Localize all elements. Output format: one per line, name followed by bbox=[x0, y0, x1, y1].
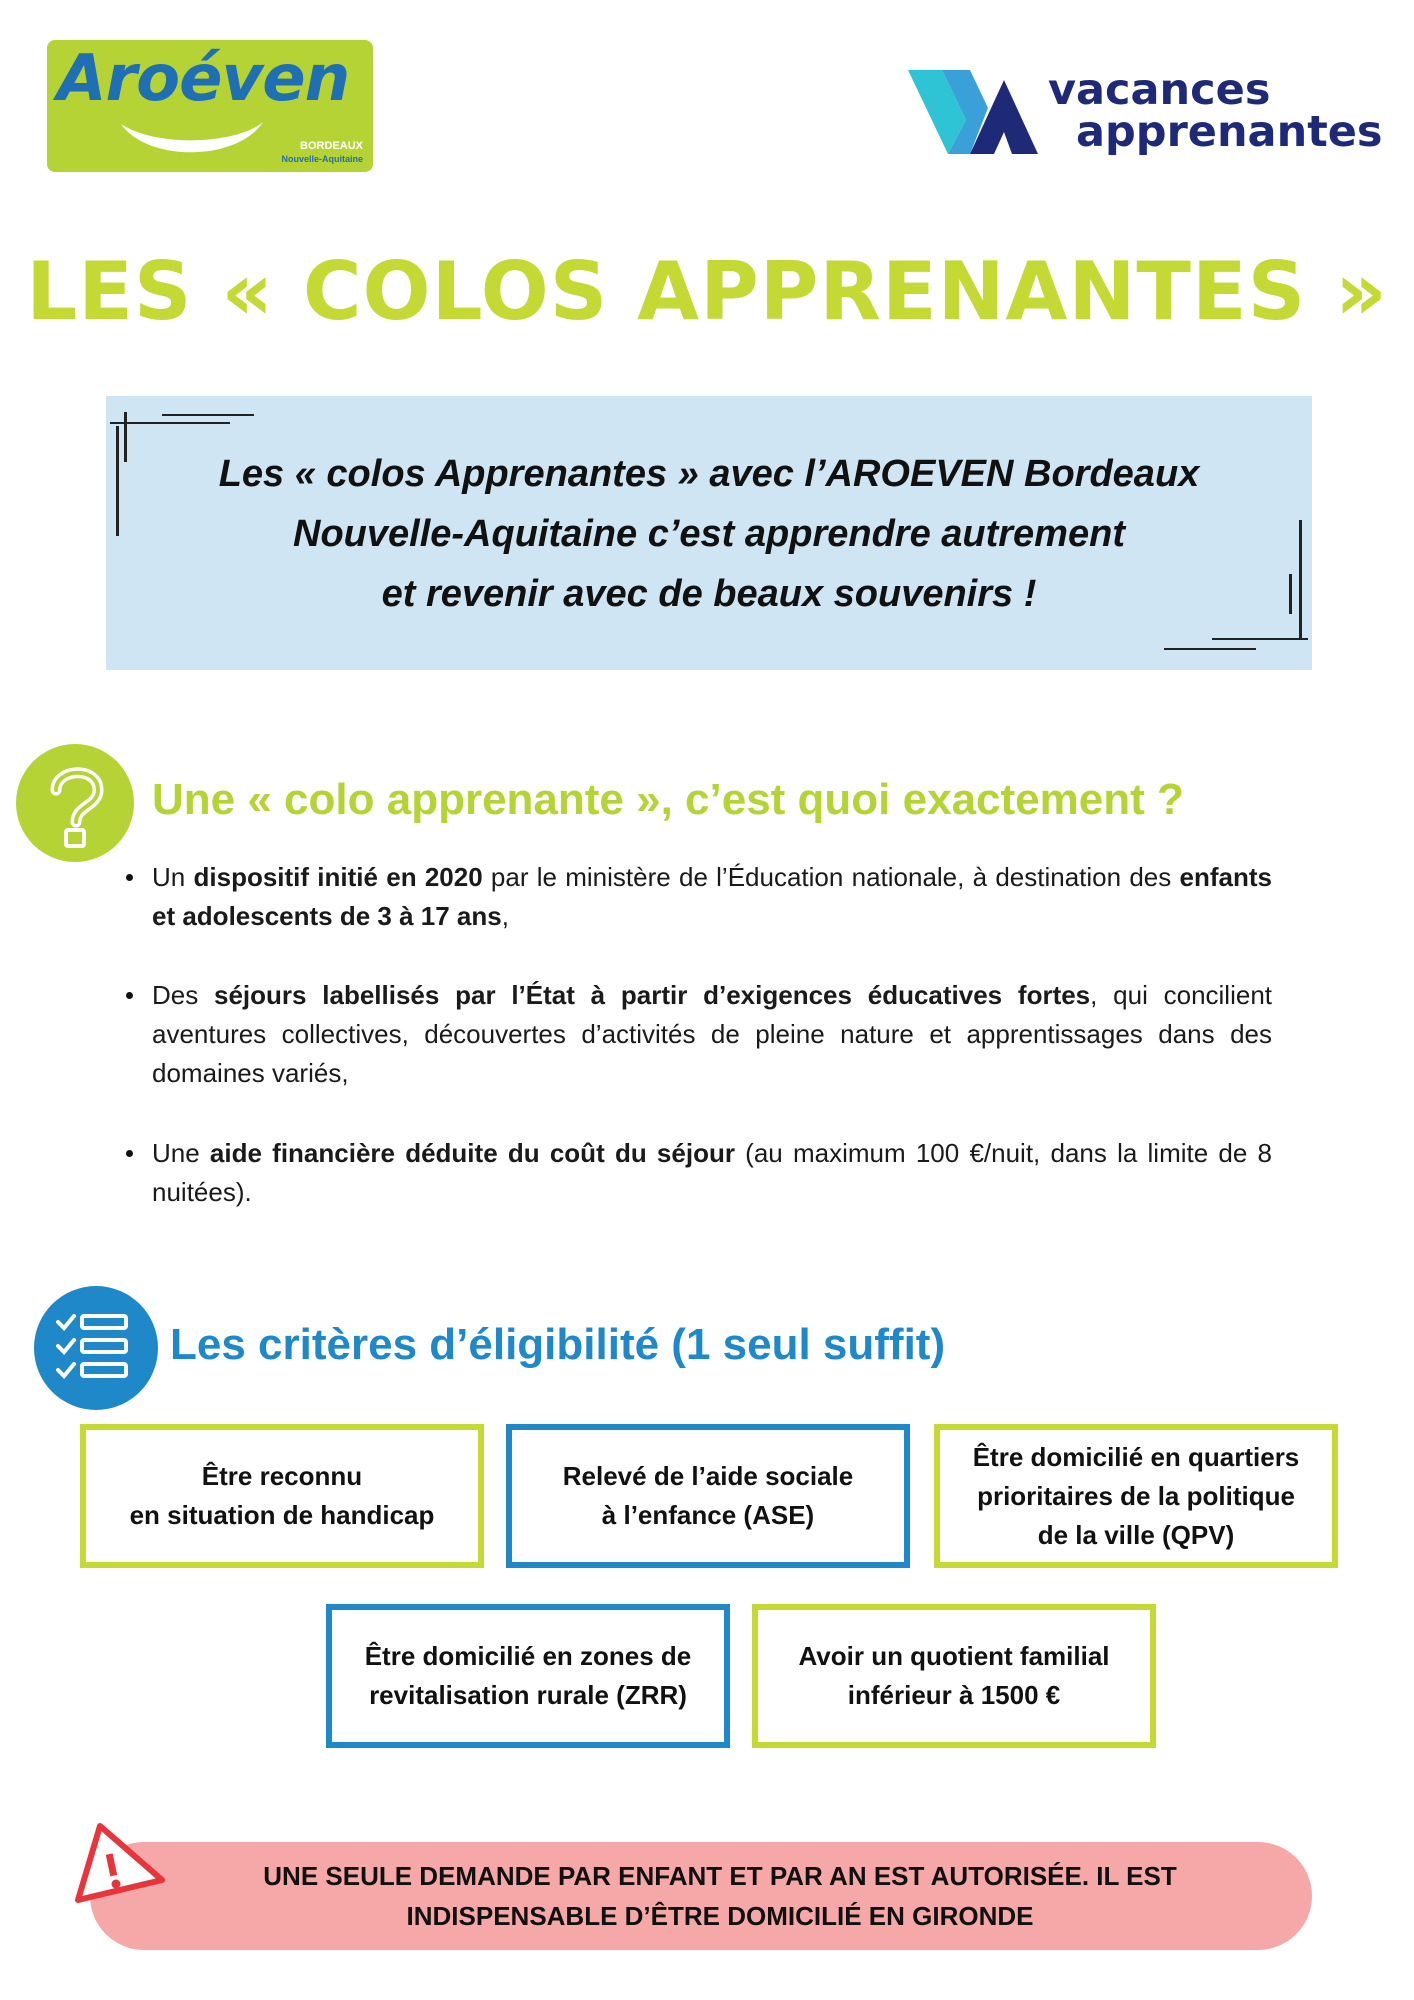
bullet-dot bbox=[126, 1150, 133, 1157]
intro-line: Les « colos Apprenantes » avec l’AROEVEN Bordeaux bbox=[218, 453, 1200, 495]
aroeven-logo bbox=[47, 40, 373, 172]
criterion-handicap: Être reconnu en situation de handicap bbox=[80, 1424, 484, 1568]
warning-icon bbox=[70, 1818, 170, 1910]
criterion-ase: Relevé de l’aide sociale à l’enfance (ASE) bbox=[506, 1424, 910, 1568]
intro-text bbox=[106, 444, 1312, 624]
warning-banner bbox=[90, 1842, 1312, 1950]
aroeven-city: BORDEAUX bbox=[300, 140, 363, 152]
va-word-apprenantes: apprenantes bbox=[1076, 107, 1383, 157]
checklist-icon bbox=[34, 1286, 158, 1410]
bullet-dot bbox=[126, 992, 133, 999]
criterion-qpv: Être domicilié en quartiers prioritaires de la politique de la ville (QPV) bbox=[934, 1424, 1338, 1568]
corner-line bbox=[1212, 638, 1308, 640]
corner-line bbox=[1164, 648, 1256, 650]
section-heading-eligibility: Les critères d’éligibilité (1 seul suffit) bbox=[170, 1320, 946, 1369]
aroeven-wordmark: Aroéven bbox=[57, 42, 350, 116]
va-mark-icon bbox=[908, 70, 1048, 154]
list-item: Une aide financière déduite du coût du séjour (au maximum 100 €/nuit, dans la limite de 8 nuitées). bbox=[120, 1134, 1272, 1212]
va-word-vacances: vacances bbox=[1048, 65, 1271, 115]
section-heading-what-is: Une « colo apprenante », c’est quoi exactement ? bbox=[152, 775, 1184, 824]
question-mark-icon bbox=[16, 744, 134, 862]
list-item: Des séjours labellisés par l’État à partir d’exigences éducatives fortes, qui concilient aventures collectives, découvertes d’activités de pleine nature et apprentissages dans des domaines variés, bbox=[120, 976, 1272, 1093]
smile-swoosh-icon bbox=[117, 118, 267, 164]
intro-line: et revenir avec de beaux souvenirs ! bbox=[381, 573, 1037, 615]
corner-line bbox=[162, 414, 254, 416]
corner-line bbox=[110, 422, 230, 424]
list-item: Un dispositif initié en 2020 par le ministère de l’Éducation nationale, à destination des enfants et adolescents de 3 à 17 ans, bbox=[120, 858, 1272, 936]
warning-text: UNE SEULE DEMANDE PAR ENFANT ET PAR AN EST AUTORISÉE. IL EST INDISPENSABLE D’ÊTRE DOMICILIÉ EN GIRONDE bbox=[263, 1861, 1177, 1931]
definition-list bbox=[120, 1134, 1272, 1212]
bullet-dot bbox=[126, 874, 133, 881]
definition-list bbox=[120, 976, 1272, 1093]
page-title: LES « COLOS APPRENANTES » bbox=[26, 245, 1388, 338]
intro-line: Nouvelle-Aquitaine c’est apprendre autrement bbox=[293, 513, 1125, 555]
aroeven-region: Nouvelle-Aquitaine bbox=[281, 154, 363, 164]
criterion-zrr: Être domicilié en zones de revitalisation rurale (ZRR) bbox=[326, 1604, 730, 1748]
intro-box bbox=[106, 396, 1312, 670]
vacances-apprenantes-logo bbox=[908, 62, 1383, 162]
criterion-quotient: Avoir un quotient familial inférieur à 1500 € bbox=[752, 1604, 1156, 1748]
definition-list bbox=[120, 858, 1272, 936]
